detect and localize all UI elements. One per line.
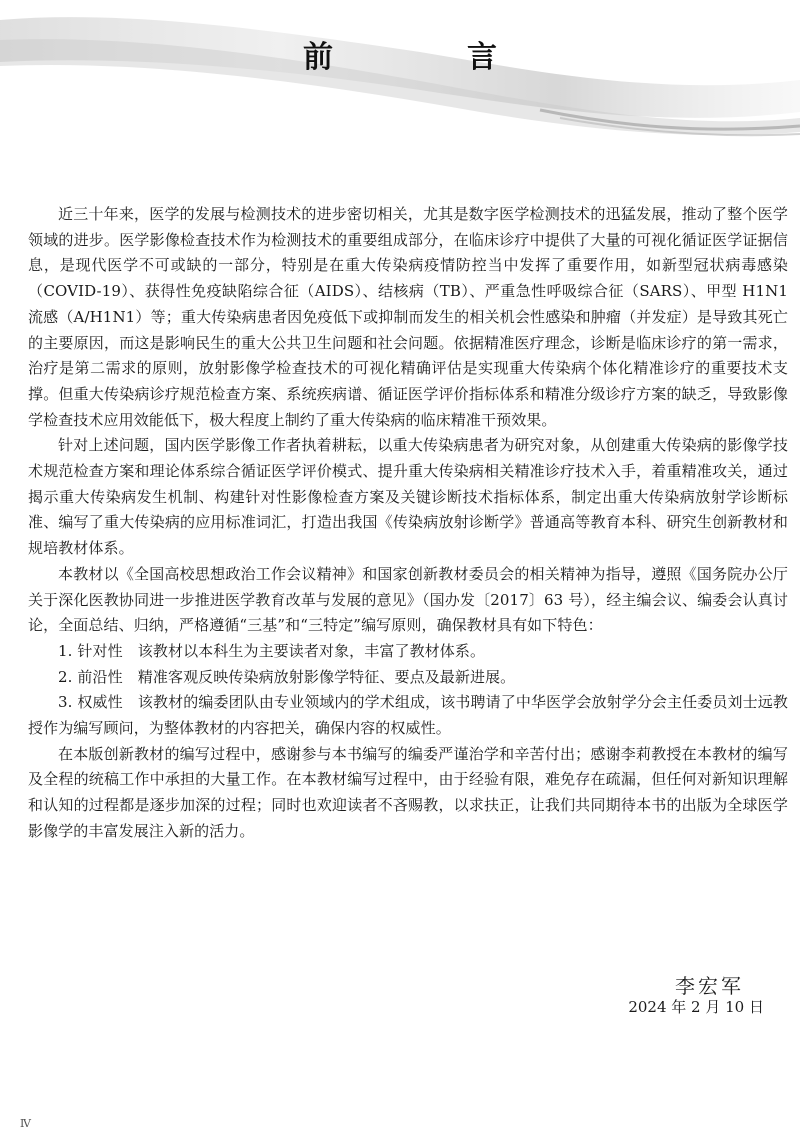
signature-date: 2024 年 2 月 10 日 xyxy=(628,998,764,1016)
feature-item: 2. 前沿性 精准客观反映传染病放射影像学特征、要点及最新进展。 xyxy=(58,667,516,686)
feature-item: 3. 权威性 该教材的编委团队由专业领域内的学术组成，该书聘请了中华医学会放射学分会主任委员刘士远教授作为编写顾问，为整体教材的内容把关，确保内容的权威性。 xyxy=(28,693,788,738)
preface-body xyxy=(28,202,788,845)
page-title: 前 言 xyxy=(303,40,549,75)
feature-item: 1. 针对性 该教材以本科生为主要读者对象，丰富了教材体系。 xyxy=(58,641,486,660)
paragraph: 本教材以《全国高校思想政治工作会议精神》和国家创新教材委员会的相关精神为指导，遵照《国务院办公厅关于深化医教协同进一步推进医学教育改革与发展的意见》（国办发〔2017〕63 号），经主编会议、编委会认真讨论，全面总结、归纳，严格遵循“三基”和“三特定”编写原则，确保教材具有如下特色： xyxy=(28,564,788,635)
paragraph: 针对上述问题，国内医学影像工作者执着耕耘，以重大传染病患者为研究对象，从创建重大传染病的影像学技术规范检查方案和理论体系综合循证医学评价模式、提升重大传染病相关精准诊疗技术入手，着重精准攻关，通过揭示重大传染病发生机制、构建针对性影像检查方案及关键诊断技术指标体系，制定出重大传染病放射学诊断标准、编写了重大传染病的应用标准词汇，打造出我国《传染病放射诊断学》普通高等教育本科、研究生创新教材和规培教材体系。 xyxy=(28,436,788,558)
author-signature: 李宏军 xyxy=(675,974,744,998)
paragraph: 在本版创新教材的编写过程中，感谢参与本书编写的编委严谨治学和辛苦付出；感谢李莉教授在本教材的编写及全程的统稿工作中承担的大量工作。在本教材编写过程中，由于经验有限，难免存在疏漏，但任何对新知识理解和认知的过程都是逐步加深的过程；同时也欢迎读者不吝赐教，以求扶正，让我们共同期待本书的出版为全球医学影像学的丰富发展注入新的活力。 xyxy=(28,744,788,840)
page-number: Ⅳ xyxy=(20,1117,31,1130)
paragraph: 近三十年来，医学的发展与检测技术的进步密切相关，尤其是数字医学检测技术的迅猛发展，推动了整个医学领域的进步。医学影像检查技术作为检测技术的重要组成部分，在临床诊疗中提供了大量的可视化循证医学证据信息，是现代医学不可或缺的一部分，特别是在重大传染病疫情防控当中发挥了重要作用，如新型冠状病毒感染（COVID-19）、获得性免疫缺陷综合征（AIDS）、结核病（TB）、严重急性呼吸综合征（SARS）、甲型 H1N1 流感（A/H1N1）等；重大传染病患者因免疫低下或抑制而发生的相关机会性感染和肿瘤（并发症）是导致其死亡的主要原因，而这是影响民生的重大公共卫生问题和社会问题。依据精准医疗理念，诊断是临床诊疗的第一需求，治疗是第二需求的原则，放射影像学检查技术的可视化精确评估是实现重大传染病个体化精准诊疗的重要技术支撑。但重大传染病诊疗规范检查方案、系统疾病谱、循证医学评价指标体系和精准分级诊疗方案的缺乏，导致影像学检查技术应用效能低下，极大程度上制约了重大传染病的临床精准干预效果。 xyxy=(28,205,788,429)
